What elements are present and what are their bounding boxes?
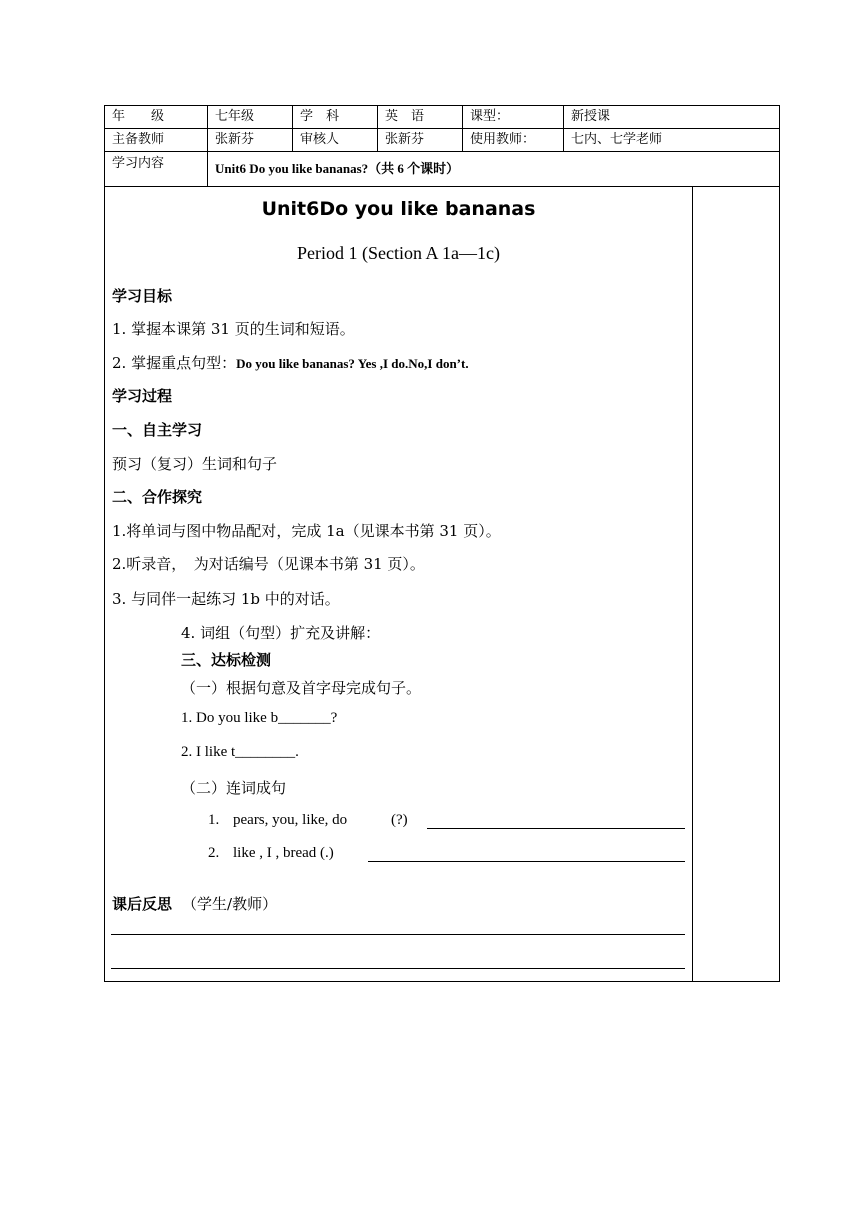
table-side-column-divider: [692, 186, 693, 982]
assessment-heading: 三、达标检测: [181, 651, 272, 669]
reorder-2-number: 2.: [208, 845, 220, 861]
table-border-right: [779, 105, 780, 982]
goal-item-1: 1. 掌握本课第 31 页的生词和短语。: [112, 320, 355, 338]
goal-item-2: [112, 352, 469, 373]
table-border-left: [104, 105, 105, 982]
part1-heading: （一）根据句意及首字母完成句子。: [181, 679, 422, 697]
goal-item-2-prefix: 2. 掌握重点句型：: [112, 354, 237, 372]
lesson-type-value: 新授课: [571, 109, 611, 124]
using-teacher-value: 七内、七学老师: [571, 132, 663, 147]
reflection-line-2: [111, 968, 685, 969]
reflection-row: [112, 893, 277, 914]
reorder-2-words: like , I , bread (.): [233, 845, 334, 861]
task-item-3: 3. 与同伴一起练习 1b 中的对话。: [112, 590, 340, 608]
table-col-divider-2: [292, 105, 293, 152]
table-col-divider-3: [377, 105, 378, 152]
reflection-note: （学生/教师）: [182, 895, 278, 913]
task-item-1: 1.将单词与图中物品配对，完成 1a（见课本书第 31 页）。: [112, 522, 501, 540]
goal-item-2-sentences: Do you like bananas? Yes ,I do.No,I don’t.: [236, 356, 469, 371]
lead-teacher-label: 主备教师: [112, 132, 165, 147]
process-heading: 学习过程: [112, 387, 173, 405]
lesson-type-label: 课型：: [470, 109, 510, 124]
reviewer-label: 审核人: [300, 132, 340, 147]
table-border-bottom: [104, 981, 780, 982]
task-item-4: 4. 词组（句型）扩充及讲解：: [181, 624, 381, 642]
content-label: 学习内容: [112, 156, 165, 171]
lesson-title: Unit6Do you like bananas: [261, 198, 536, 220]
reflection-line-1: [111, 934, 685, 935]
table-row-divider-3: [104, 186, 780, 187]
reorder-1-words: pears, you, like, do: [233, 812, 348, 828]
part2-heading: （二）连词成句: [181, 779, 287, 797]
table-row-divider-1: [104, 128, 780, 129]
self-study-heading: 一、自主学习: [112, 421, 203, 439]
goals-heading: 学习目标: [112, 287, 173, 305]
subject-label: 学 科: [300, 109, 340, 124]
lesson-period: Period 1 (Section A 1a—1c): [297, 243, 500, 263]
task-item-2: 2.听录音， 为对话编号（见课本书第 31 页）。: [112, 555, 425, 573]
using-teacher-label: 使用教师：: [470, 132, 536, 147]
reflection-heading: 课后反思: [112, 895, 173, 913]
table-border-top: [104, 105, 780, 106]
self-study-text: 预习（复习）生词和句子: [112, 455, 278, 473]
table-col-divider-1: [207, 105, 208, 187]
question-2: 2. I like t________.: [181, 744, 299, 760]
subject-value: 英 语: [385, 109, 425, 124]
question-1: 1. Do you like b_______?: [181, 710, 338, 726]
reorder-1-number: 1.: [208, 812, 220, 828]
lead-teacher-value: 张新芬: [215, 132, 255, 147]
reorder-1-punctuation: (?): [391, 812, 408, 828]
reorder-2-answer-line: [368, 861, 685, 862]
grade-value: 七年级: [215, 109, 255, 124]
table-col-divider-5: [563, 105, 564, 152]
grade-label: 年 级: [112, 109, 165, 124]
cooperation-heading: 二、合作探究: [112, 488, 203, 506]
content-value: Unit6 Do you like bananas?（共 6 个课时）: [215, 161, 460, 176]
table-col-divider-4: [462, 105, 463, 152]
reviewer-value: 张新芬: [385, 132, 425, 147]
reorder-1-answer-line: [427, 828, 685, 829]
table-row-divider-2: [104, 151, 780, 152]
